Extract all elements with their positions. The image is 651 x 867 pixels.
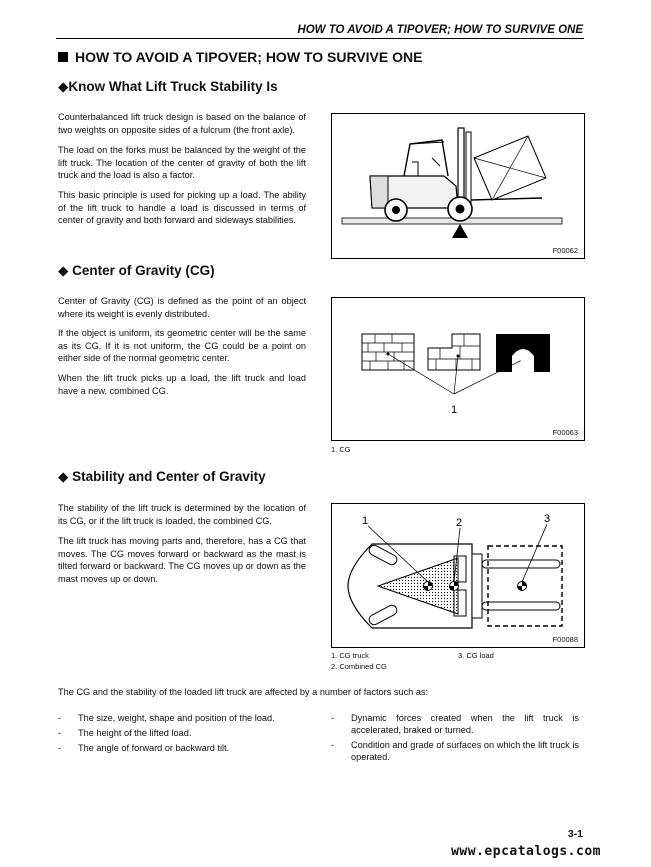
factors-list-right [331,712,579,766]
list-item: - Dynamic forces created when the lift truck is accelerated, braked or turned. [331,712,579,736]
list-item: - The height of the lifted load. [58,727,308,739]
main-title-text: HOW TO AVOID A TIPOVER; HOW TO SURVIVE ONE [75,49,423,65]
watermark: www.epcatalogs.com [451,844,601,859]
caption-combined-cg: 2. Combined CG [331,662,387,671]
section2-paragraph-2: If the object is uniform, its geometric center will be the same as its CG. If it is not uniform, the CG could be a point on either side of the normal geometric center. [58,328,306,363]
forklift-balance-illustration [332,114,584,258]
section1-paragraph-3: This basic principle is used for picking up a load. The ability of the lift truck to handle a load is discussed in terms of center of gravity and both forward and sideways stabilities. [58,190,306,225]
list-item: - The size, weight, shape and position of the load. [58,712,308,724]
section3-title: ◆ Stability and Center of Gravity [58,469,266,484]
combined-cg-label: 2 [456,517,463,529]
figure-code: F00088 [552,635,578,644]
factors-list-left [58,712,308,757]
section1-title: ◆Know What Lift Truck Stability Is [58,79,278,94]
header-rule [56,38,584,39]
list-item: - Condition and grade of surfaces on which the lift truck is operated. [331,739,579,763]
cg-label: 1 [451,404,458,416]
section2-paragraph-1: Center of Gravity (CG) is defined as the point of an object where its weight is evenly distributed. [58,296,306,319]
page-number: 3-1 [567,828,583,840]
main-title [58,49,422,65]
section3-paragraph-1: The stability of the lift truck is determined by the location of its CG, or if the lift truck is loaded, the combined CG. [58,503,306,526]
list-item: - The angle of forward or backward tilt. [58,742,308,754]
caption-cg-truck: 1. CG truck [331,651,369,660]
section1-paragraph-2: The load on the forks must be balanced by the weight of the lift truck. The location of the center of gravity of both the lift truck and the load is also a factor. [58,145,306,180]
figure-code: F00062 [552,246,578,255]
figure-code: F00063 [552,428,578,437]
section3-paragraph-2: The lift truck has moving parts and, therefore, has a CG that moves. The CG moves forward or backward as the mast is tilted forward or backward. The CG moves up or down as the mast moves up or down. [58,536,306,584]
section2-paragraph-3: When the lift truck picks up a load, the lift truck and load have a new, combined CG. [58,373,306,396]
caption-cg-load: 3. CG load [458,651,494,660]
square-bullet-icon [58,52,68,62]
cg-truck-label: 1 [362,515,369,527]
cg-load-label: 3 [544,513,551,525]
forklift-balance-figure [331,113,585,259]
cg-objects-figure [331,297,585,441]
stability-triangle-figure [331,503,585,648]
section2-title: ◆ Center of Gravity (CG) [58,263,215,278]
running-header: HOW TO AVOID A TIPOVER; HOW TO SURVIVE ONE [297,24,583,36]
cg-objects-illustration [332,298,584,440]
section1-paragraph-1: Counterbalanced lift truck design is based on the balance of two weights on opposite sides of a fulcrum (the front axle). [58,112,306,135]
factors-intro: The CG and the stability of the loaded lift truck are affected by a number of factors such as: [58,687,429,697]
figure-caption: 1. CG [331,445,351,454]
stability-triangle-illustration [332,504,584,647]
